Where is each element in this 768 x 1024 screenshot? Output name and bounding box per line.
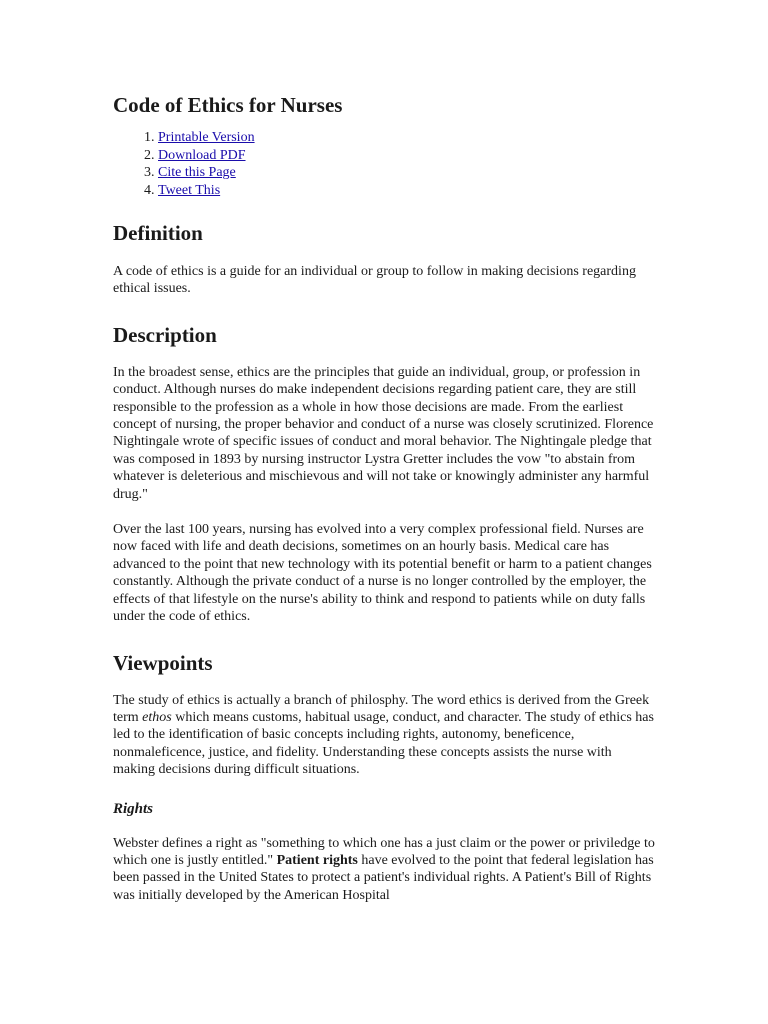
rights-text-end: have evolved to the point that federal legislation has been passed in the United States to protect a patient's individual rights. A Patient's Bill of Rights was initially developed by the American Hospital [113,852,654,903]
action-links-list [113,129,656,199]
definition-paragraph: A code of ethics is a guide for an individual or group to follow in making decisions regarding ethical issues. [113,264,636,297]
list-item [158,129,656,147]
viewpoints-text-end: which means customs, habitual usage, conduct, and character. The study of ethics has led to the identification of basic concepts including rights, autonomy, beneficence, nonmaleficence, justice, and fidelity. Understanding these concepts assists the nurse with making decisions during difficult situations. [113,709,654,778]
list-item [158,147,656,165]
printable-version-link[interactable]: Printable Version [158,130,255,145]
tweet-this-link[interactable]: Tweet This [158,182,221,198]
patient-rights-term: Patient rights [276,852,358,868]
description-paragraph-2: Over the last 100 years, nursing has evolved into a very complex professional field. Nurses are now faced with life and death decisions, sometimes on an hourly basis. Medical care has advanced to the point that new technology with its potential benefit or harm to a patient changes constantly. Although the private conduct of a nurse is no longer controlled by the employer, the effects of that lifestyle on the nurse's ability to think and respond to patients while on duty falls under the code of ethics. [113,522,652,625]
rights-heading: Rights [113,800,154,817]
viewpoints-text-start: The study of ethics is actually a branch of philosphy. The word ethics is derived from the Greek term [113,692,650,725]
cite-page-link[interactable]: Cite this Page [158,165,236,180]
rights-text-start: Webster defines a right as "something to which one has a just claim or the power or priviledge to which one is justly entitled." [113,835,655,868]
description-heading: Description [113,322,217,347]
definition-heading: Definition [113,221,203,245]
page-title: Code of Ethics for Nurses [113,93,343,117]
description-paragraph-1: In the broadest sense, ethics are the principles that guide an individual, group, or profession in conduct. Although nurses do make independent decisions regarding patient care, they are still responsible to the profession as a whole in how those decisions are made. From the earliest concept of nursing, the proper behavior and conduct of a nurse was closely scrutinized. Florence Nightingale wrote of specific issues of conduct and moral behavior. The Nightingale pledge that was composed in 1893 by nursing instructor Lystra Gretter includes the vow "to abstain from whatever is deleterious and mischievous and will not take or knowingly administer any harmful drug." [113,364,654,502]
ethos-term: ethos [142,709,172,725]
download-pdf-link[interactable]: Download PDF [158,147,246,163]
viewpoints-paragraph [113,692,656,779]
list-item [158,182,656,200]
list-item [158,164,656,182]
rights-paragraph [113,835,656,905]
viewpoints-heading: Viewpoints [113,650,213,675]
